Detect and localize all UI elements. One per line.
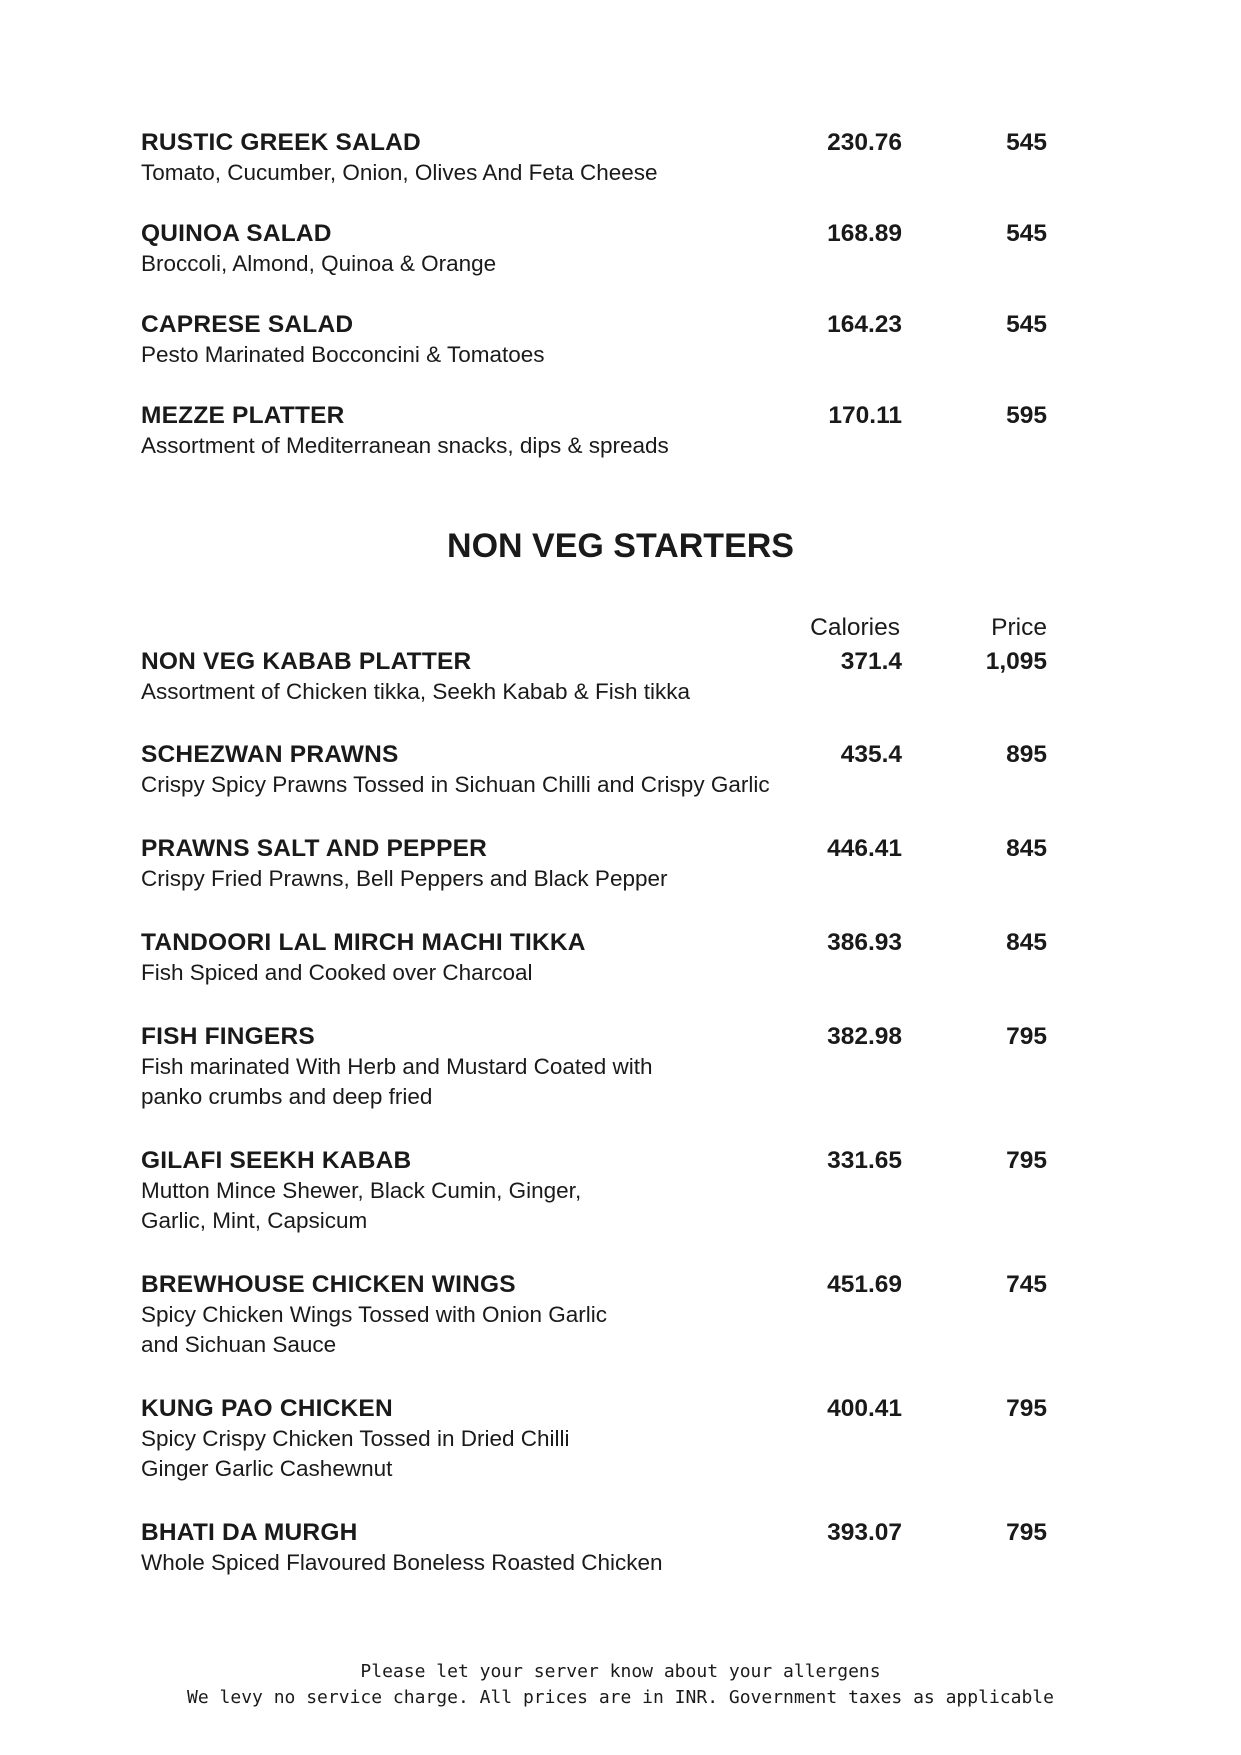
item-description: Crispy Spicy Prawns Tossed in Sichuan Chilli and Crispy Garlic (141, 772, 770, 797)
item-calories: 451.69 (827, 1271, 902, 1298)
menu-item (141, 833, 1091, 894)
menu-item (141, 1145, 1091, 1236)
item-price: 745 (1006, 1271, 1047, 1298)
item-name: SCHEZWAN PRAWNS (141, 741, 399, 768)
item-name: BREWHOUSE CHICKEN WINGS (141, 1271, 516, 1298)
menu-item (141, 1269, 1091, 1360)
menu-item (141, 400, 1091, 461)
item-description: Spicy Chicken Wings Tossed with Onion Garlic and Sichuan Sauce (141, 1302, 608, 1357)
item-name: GILAFI SEEKH KABAB (141, 1147, 412, 1174)
item-calories: 446.41 (827, 835, 902, 862)
item-description: Spicy Crispy Chicken Tossed in Dried Chilli Ginger Garlic Cashewnut (141, 1426, 570, 1481)
item-description: Fish Spiced and Cooked over Charcoal (141, 960, 533, 985)
item-description: Assortment of Chicken tikka, Seekh Kabab & Fish tikka (141, 679, 690, 704)
section-title: NON VEG STARTERS (447, 527, 794, 565)
item-price: 595 (1006, 402, 1047, 429)
item-description: Mutton Mince Shewer, Black Cumin, Ginger, Garlic, Mint, Capsicum (141, 1178, 582, 1233)
menu-item (141, 1021, 1091, 1112)
item-name: NON VEG KABAB PLATTER (141, 648, 472, 675)
menu-item (141, 927, 1091, 988)
item-calories: 386.93 (827, 929, 902, 956)
footer-allergen-note: Please let your server know about your allergens (360, 1661, 881, 1682)
menu-item (141, 218, 1091, 279)
item-calories: 400.41 (827, 1395, 902, 1422)
item-price: 795 (1006, 1395, 1047, 1422)
item-calories: 168.89 (827, 220, 902, 247)
item-name: RUSTIC GREEK SALAD (141, 129, 421, 156)
item-description: Crispy Fried Prawns, Bell Peppers and Black Pepper (141, 866, 668, 891)
item-description: Assortment of Mediterranean snacks, dips & spreads (141, 433, 669, 458)
item-price: 545 (1006, 129, 1047, 156)
item-name: TANDOORI LAL MIRCH MACHI TIKKA (141, 929, 586, 956)
item-description: Broccoli, Almond, Quinoa & Orange (141, 251, 497, 276)
item-calories: 393.07 (827, 1519, 902, 1546)
item-calories: 382.98 (827, 1023, 902, 1050)
item-price: 895 (1006, 741, 1047, 768)
item-name: MEZZE PLATTER (141, 402, 345, 429)
menu-item (141, 739, 1091, 800)
item-calories: 331.65 (827, 1147, 902, 1174)
item-price: 795 (1006, 1147, 1047, 1174)
item-name: PRAWNS SALT AND PEPPER (141, 835, 488, 862)
item-price: 795 (1006, 1519, 1047, 1546)
item-price: 545 (1006, 311, 1047, 338)
item-price: 845 (1006, 929, 1047, 956)
item-description: Fish marinated With Herb and Mustard Coated with panko crumbs and deep fried (141, 1054, 653, 1109)
item-description: Whole Spiced Flavoured Boneless Roasted Chicken (141, 1550, 663, 1575)
price-header: Price (991, 614, 1047, 641)
footer-tax-note: We levy no service charge. All prices are in INR. Government taxes as applicable (187, 1687, 1054, 1708)
item-calories: 371.4 (840, 648, 902, 675)
menu-item (141, 1517, 1091, 1578)
item-name: BHATI DA MURGH (141, 1519, 358, 1546)
item-calories: 230.76 (827, 129, 902, 156)
menu-item (141, 646, 1091, 707)
item-price: 545 (1006, 220, 1047, 247)
calories-header: Calories (810, 614, 900, 641)
item-name: QUINOA SALAD (141, 220, 332, 247)
menu-item (141, 1393, 1091, 1484)
item-calories: 435.4 (840, 741, 902, 768)
menu-item (141, 127, 1091, 188)
item-calories: 164.23 (827, 311, 902, 338)
menu-item (141, 309, 1091, 370)
item-price: 1,095 (985, 648, 1047, 675)
item-calories: 170.11 (828, 402, 902, 429)
item-name: FISH FINGERS (141, 1023, 315, 1050)
item-name: CAPRESE SALAD (141, 311, 354, 338)
item-price: 845 (1006, 835, 1047, 862)
item-description: Pesto Marinated Bocconcini & Tomatoes (141, 342, 545, 367)
item-name: KUNG PAO CHICKEN (141, 1395, 393, 1422)
item-price: 795 (1006, 1023, 1047, 1050)
item-description: Tomato, Cucumber, Onion, Olives And Feta Cheese (141, 160, 658, 185)
